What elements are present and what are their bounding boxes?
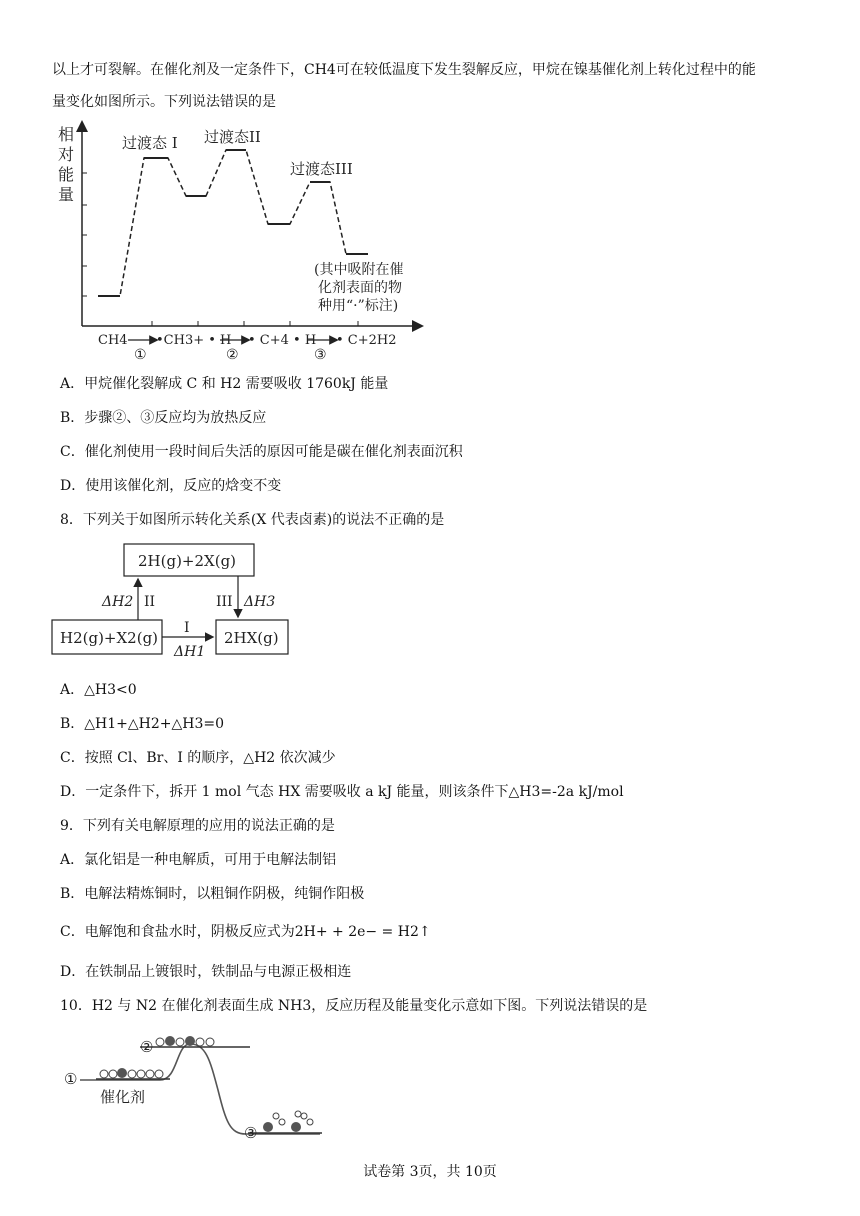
q8-stem: 8．下列关于如图所示转化关系(X 代表卤素)的说法不正确的是 (60, 512, 445, 528)
label-i: I (184, 620, 190, 636)
label-ii: II (144, 594, 156, 610)
intro-line-2: 量变化如图所示。下列说法错误的是 (52, 94, 276, 110)
q9-option-a: A．氯化铝是一种电解质，可用于电解法制铝 (60, 852, 337, 868)
box-right-text: 2HX(g) (224, 629, 279, 647)
intro-line-1: 以上才可裂解。在催化剂及一定条件下，CH4可在较低温度下发生裂解反应，甲烷在镍基催化剂上转化过程中的能 (52, 62, 756, 78)
label-dh2: ΔH2 (102, 594, 134, 610)
step-1: ① (134, 347, 147, 363)
ts1-label: 过渡态 I (122, 134, 178, 152)
q8-option-c: C．按照 Cl、Br、I 的顺序，△H2 依次减少 (60, 750, 336, 766)
y-label-4: 量 (58, 185, 75, 204)
species-4: • C+2H2 (336, 333, 397, 348)
q9-option-d: D．在铁制品上镀银时，铁制品与电源正极相连 (60, 964, 352, 980)
note-1: (其中吸附在催 (314, 262, 404, 278)
q9-option-c: C．电解饱和食盐水时，阴极反应式为2H+ + 2e− = H2↑ (60, 924, 431, 940)
q8-option-b: B．△H1+△H2+△H3=0 (60, 716, 225, 732)
q9-option-b: B．电解法精炼铜时，以粗铜作阴极，纯铜作阳极 (60, 886, 365, 902)
energy-diagram (56, 118, 426, 363)
species-2: •CH3+ • H (156, 333, 232, 348)
hess-cycle-diagram (50, 540, 300, 662)
species-3: • C+4 • H (248, 333, 317, 348)
ts3-label: 过渡态III (290, 160, 353, 178)
stage-1-mark: ① (64, 1070, 78, 1088)
note-2: 化剂表面的物 (318, 280, 402, 296)
note-3: 种用“·”标注) (318, 298, 399, 314)
q8-option-a: A．△H3<0 (60, 682, 137, 698)
reaction-pathway-diagram (60, 1030, 340, 1146)
q10-stem: 10．H2 与 N2 在催化剂表面生成 NH3，反应历程及能量变化示意如下图。下列说法错误的是 (60, 998, 648, 1014)
y-label-1: 相 (58, 125, 75, 144)
box-left-text: H2(g)+X2(g) (60, 629, 159, 647)
ts2-label: 过渡态II (204, 128, 261, 146)
q7-option-b: B．步骤②、③反应均为放热反应 (60, 410, 267, 426)
label-dh1: ΔH1 (174, 644, 206, 660)
stage-2-mark: ② (140, 1038, 154, 1056)
step-2: ② (226, 347, 239, 363)
step-3: ③ (314, 347, 327, 363)
catalyst-label: 催化剂 (100, 1088, 146, 1106)
q7-option-d: D．使用该催化剂，反应的焓变不变 (60, 478, 282, 494)
page-footer: 试卷第 3页，共 10页 (363, 1164, 497, 1180)
q7-option-c: C．催化剂使用一段时间后失活的原因可能是碳在催化剂表面沉积 (60, 444, 463, 460)
stage-3-mark: ③ (244, 1124, 258, 1142)
species-1: CH4 (98, 333, 128, 348)
y-label-3: 能 (58, 165, 75, 184)
y-label-2: 对 (58, 145, 75, 164)
q8-option-d: D．一定条件下，拆开 1 mol 气态 HX 需要吸收 a kJ 能量，则该条件下△H3=-2a kJ/mol (60, 784, 624, 800)
label-iii: III (216, 594, 233, 610)
box-top-text: 2H(g)+2X(g) (138, 552, 237, 570)
label-dh3: ΔH3 (244, 594, 276, 610)
q7-option-a: A．甲烷催化裂解成 C 和 H2 需要吸收 1760kJ 能量 (60, 376, 389, 392)
q9-stem: 9．下列有关电解原理的应用的说法正确的是 (60, 818, 335, 834)
